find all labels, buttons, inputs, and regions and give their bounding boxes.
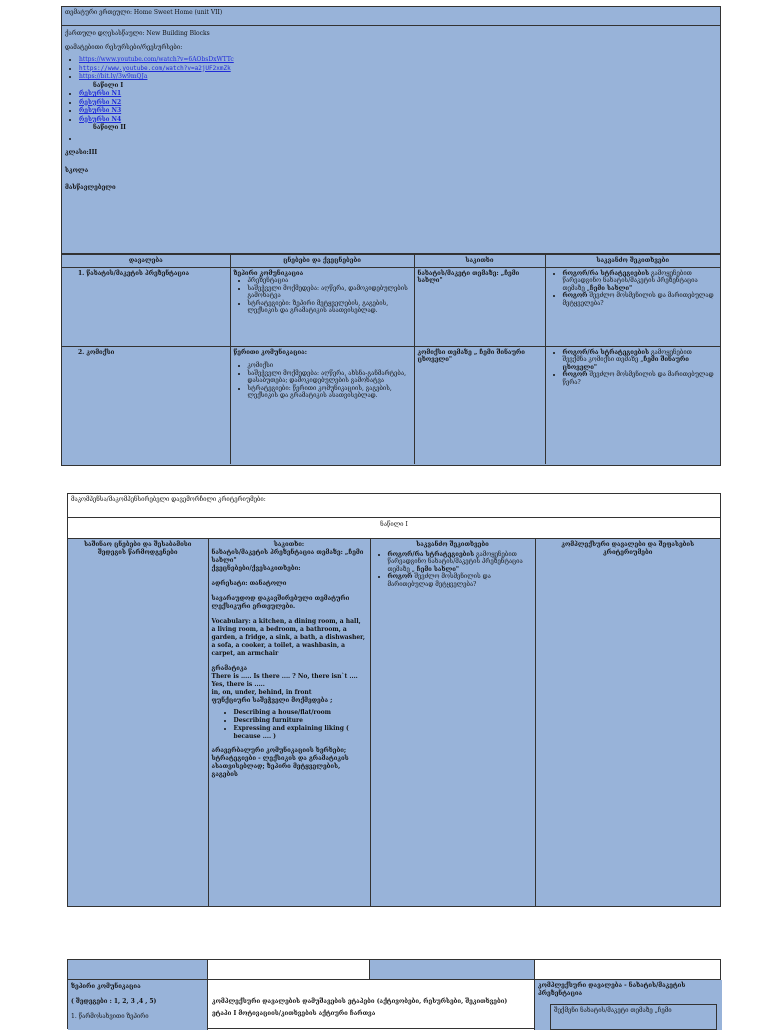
- concept-item: • სტრატეგიები: ზეპირი მეტყველების, გაგების, ლექსიკის და გრამატიკის ასათვისებლად.: [248, 300, 411, 315]
- questions-col: [370, 539, 535, 906]
- topic-line: ქვეცნებები/ქვესაკითხები:: [211, 565, 301, 572]
- unit-title: თემატური ერთეული: Home Sweet Home (unit VII): [65, 9, 223, 16]
- criteria-header: კომპლექსური დავალები და შეფასების კრიტერიუმები: [561, 541, 695, 556]
- part-two-label: ნაწილი II: [93, 124, 126, 131]
- function-item: • Expressing and explaining liking ( because .... ): [234, 725, 367, 741]
- topic-col: [208, 539, 370, 906]
- topic-line: ნახატის/მაკეტის პრეზენტაცია თემაზე: „ჩემი სახლი": [211, 549, 364, 564]
- school-label: სკოლა: [65, 166, 89, 174]
- header-concepts: ცნებები და ქვეცნებები: [230, 255, 414, 268]
- topic-line: ადრესატი: თანატოლი: [211, 580, 287, 587]
- stages-cell: [208, 980, 535, 1030]
- video-link-2[interactable]: https://www.youtube.com/watch?v=a2jUF2xmZk: [79, 64, 231, 72]
- concept-item: • სტრატეგიები: წერითი კომუნიკაციის, გაგების, ლექსიკის და გრამატიკის ასათვისებლად.: [248, 385, 411, 400]
- questions-cell-1: [545, 267, 720, 346]
- complex-task-cell: [535, 980, 722, 1030]
- key-question: • როგორ/რა სტრატეგიების გამოყენებით შევქმნა კომიქსი თემაზე „ჩემი შინაური ცხოველი": [563, 349, 718, 372]
- task-cell-1: [62, 267, 230, 346]
- key-question: • როგორ შევძლო მოსმენილის და მარითებულად მეტყველება?: [388, 573, 532, 588]
- class-label: კლასი:III: [65, 149, 98, 156]
- key-question: • როგორ შევძლო მოსმენილის და მარითებულად მეტყველება?: [563, 292, 718, 307]
- concept-item: • საშეჭველი მოქმედება: აღწერა, ახსნა-განმარტება, დასაბუთება; დამოკიდებულების გამოხატვა: [248, 370, 411, 385]
- building-blocks-line: ქართული დღესასწაული: New Building Blocks: [65, 30, 210, 37]
- questions-header: საკვანძო შეკითხვები: [416, 541, 489, 548]
- unit-plan-table: [61, 6, 721, 466]
- grammar-line: გრამატიკა There is ..... Is there .... ? No, there isn`t .... Yes, there is ..... in, on, under, behind, in front ფუნქციური საშეჭველი მოქმედება ;: [211, 665, 358, 704]
- resource-link-4[interactable]: რესურსი N4: [79, 115, 122, 123]
- header-task: დავალება: [62, 255, 230, 268]
- video-link-1[interactable]: https://www.youtube.com/watch?v=6AObsDxWTTc: [79, 56, 234, 63]
- criteria-label: მაკომპენსა/მაკომპენსირებელი დავემორჩილი კრიტერიუმები:: [71, 496, 266, 503]
- topic-1: ნახატის/მაკეტი თემაზე: „ჩემი სახლი": [417, 269, 520, 284]
- stage-one: ეტაპი I მოტივაციის/კითხვების აქტიური ჩართვა: [212, 1010, 376, 1017]
- criteria-part-label: ნაწილი I: [380, 521, 408, 528]
- resource-link-2[interactable]: რესურსი N2: [79, 98, 122, 106]
- oral-communication-cell: [68, 980, 208, 1030]
- resource-link-3[interactable]: რესურსი N3: [79, 107, 122, 114]
- resources-label: დამატებითი რესურსები/რეესურსები:: [65, 43, 183, 51]
- key-question: • როგორ/რა სტრატეგიების გამოყენებით წარვადგინო ნახატის/მაკეტის პრეზენტაცია თემაზე „ ჩემი სახლი": [388, 551, 532, 574]
- topic-cell-1: [414, 267, 545, 346]
- unit-title-row: [62, 7, 720, 26]
- oral-comm-item: 1. წარმოსახვითი ზეპირი: [71, 1013, 149, 1020]
- task-instruction: შექმენი ნახატის/მაკეტი თემაზე „ჩემი: [554, 1007, 672, 1014]
- unit-info-area: [62, 26, 720, 254]
- bitly-link[interactable]: https://bit.ly/3w9mQJa: [79, 73, 148, 80]
- complex-task-title: კომპლექსური დავალება - ნახატის/მაკეტის პრეზენტაცია: [538, 982, 686, 997]
- questions-cell-2: [545, 346, 720, 464]
- header-topic: საკითხი: [414, 255, 545, 268]
- key-question: • როგორ/რა სტრატეგიების გამოყენებით წარვადგინო ნახატის/მაკეტის პრეზენტაცია თემაზე „ჩემი სახლი": [563, 270, 718, 293]
- topic-cell-2: [414, 346, 545, 464]
- topic-end: არავერბალური კომუნიკაციის ხერხები; სტრატეგიები - ლექსიკის და გრამატიკის ასათვისებლად; ზეპირი მეტყველების, გაგების: [211, 747, 349, 778]
- resource-link-1[interactable]: რესურსი N1: [79, 90, 122, 97]
- task-instruction-box: [550, 1004, 717, 1030]
- concept-item: • საშეჭველი მოქმედება: აღწერა, დამოკიდებულების გამოხატვა: [248, 285, 411, 300]
- outcomes-header: საშინაო ცნებები და შესაბამისი შედეგის წარმოდგენები: [84, 541, 192, 556]
- stages-title: კომპლექსური დავალების დამუშავების ეტაპები (აქტივობები, რესურსები, შეკითხვები): [212, 998, 508, 1005]
- vocabulary-line: Vocabulary: a kitchen, a dining room, a hall, a living room, a bedroom, a bathroom, a garden, a fridge, a sink, a bath, a dishwasher, a sofa, a cooker, a toilet, a washbasin, a carpet, an armchair: [211, 618, 365, 657]
- part-one-label: ნაწილი I: [93, 81, 124, 89]
- task-cell-2: [62, 346, 230, 464]
- function-item: • Describing a house/flat/room: [234, 709, 367, 717]
- oral-comm-title: ზეპირი კომუნიკაცია: [71, 983, 141, 990]
- function-item: • Describing furniture: [234, 717, 367, 725]
- header-key-questions: საკვანძო შეკითხვები: [545, 255, 720, 268]
- topic-header: საკითხი:: [273, 541, 305, 548]
- concept-item: • კომიქსი: [248, 362, 411, 370]
- concept-title-2: წერითი კომუნიკაცია:: [233, 348, 307, 356]
- task-1: 1. წახატის/მაკეტის პრეზენტაცია: [78, 269, 190, 277]
- empty-list: [65, 135, 717, 144]
- concept-title-1: ზეპირი კომუნიკაცია: [233, 269, 304, 277]
- concepts-cell-1: [230, 267, 414, 346]
- concept-item: • პრეზენტაცია: [248, 277, 411, 285]
- task-2: 2. კომიქსი: [78, 348, 115, 356]
- resource-list: [65, 90, 717, 124]
- tasks-table: [62, 254, 720, 464]
- outcomes-col: [68, 539, 208, 906]
- criteria-top-row: [68, 494, 720, 518]
- oral-comm-outcomes: ( შედეგები : 1, 2, 3 ,4 , 5): [71, 998, 157, 1005]
- link-list: [65, 56, 717, 82]
- concepts-cell-2: [230, 346, 414, 464]
- key-question: • როგორ შევძლო მოსმენილის და მარითებულად წერა?: [563, 371, 718, 386]
- criteria-table: [67, 493, 721, 907]
- topic-2: კომიქსი თემაზე „ ჩემი შინაური ცხოველი": [417, 348, 525, 363]
- stages-table: [67, 959, 721, 1029]
- criteria-columns: [68, 539, 720, 906]
- teacher-label: მასწავლებელი: [65, 184, 116, 191]
- topic-line: სავარაუდოდ დაკავშირებული თემატური ლექსიკური ერთეულები.: [211, 595, 350, 610]
- stages-top-row: [68, 960, 720, 980]
- criteria-part-row: [68, 518, 720, 539]
- criteria-col: [535, 539, 720, 906]
